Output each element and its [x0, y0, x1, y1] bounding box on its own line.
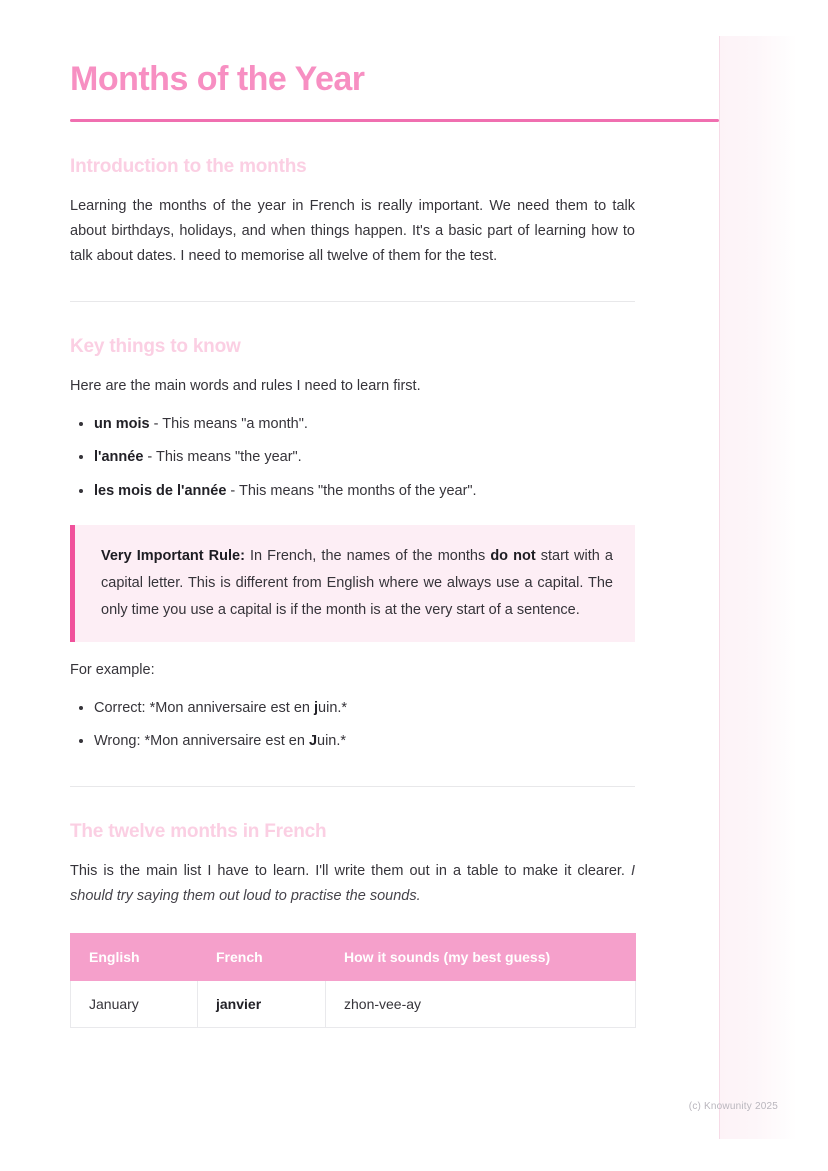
list-item [94, 697, 635, 720]
key-terms-list [70, 413, 635, 503]
term-label: les mois de l'année [94, 482, 227, 499]
introduction-paragraph: Learning the months of the year in French is really important. We need them to talk about birthdays, holidays, and when things happen. It's a basic part of learning how to talk about dates. I need to memorise all twelve of them for the test. [70, 198, 635, 264]
callout-emphasis: do not [490, 548, 536, 565]
example-bold-letter: j [314, 699, 319, 716]
paragraph-italic: I should try saying them out loud to practise the sounds. [70, 862, 635, 904]
example-prefix: Wrong: *Mon anniversaire est en [94, 733, 309, 750]
section-divider-1 [70, 301, 635, 302]
example-list [70, 697, 635, 754]
example-label: For example: [70, 661, 155, 678]
term-definition: - This means "the year". [143, 449, 302, 466]
months-table [70, 933, 636, 1028]
title-divider [70, 119, 719, 122]
important-rule-callout [70, 525, 635, 641]
twelve-months-paragraph [70, 859, 635, 909]
section-heading-key-things: Key things to know [70, 335, 241, 357]
key-things-intro: Here are the main words and rules I need to learn first. [70, 377, 421, 394]
term-definition: - This means "the months of the year". [226, 482, 477, 499]
section-divider-2 [70, 786, 635, 787]
paragraph-plain: This is the main list I have to learn. I'll write them out in a table to make it clearer. [70, 862, 631, 879]
term-label: l'année [94, 449, 144, 466]
list-item [94, 413, 635, 436]
document-content [70, 60, 635, 1028]
cell-english: January [71, 980, 198, 1027]
example-suffix: uin.* [318, 699, 348, 716]
table-row [71, 980, 636, 1027]
section-heading-introduction: Introduction to the months [70, 156, 307, 178]
example-prefix: Correct: *Mon anniversaire est en [94, 699, 315, 716]
cell-french: janvier [198, 980, 326, 1027]
list-item [94, 480, 635, 503]
column-header-english: English [71, 933, 198, 980]
column-header-french: French [198, 933, 326, 980]
column-header-pronunciation: How it sounds (my best guess) [326, 933, 636, 980]
page-side-decoration [719, 36, 797, 1139]
term-definition: - This means "a month". [149, 415, 308, 432]
term-label: un mois [94, 415, 150, 432]
callout-text [101, 543, 613, 623]
example-bold-letter: J [308, 733, 318, 750]
callout-text-2: start with a capital letter. This is different from English where we always use a capital. The only time you use a capital is if the month is at the very start of a sentence. [101, 548, 613, 618]
section-heading-twelve-months: The twelve months in French [70, 820, 327, 842]
example-suffix: uin.* [317, 733, 347, 750]
page-title: Months of the Year [70, 60, 365, 98]
callout-text-1: In French, the names of the months [244, 548, 491, 565]
table-header-row [71, 933, 636, 980]
list-item [94, 446, 635, 469]
callout-label: Very Important Rule: [101, 548, 245, 565]
list-item [94, 730, 635, 753]
cell-pronunciation: zhon-vee-ay [326, 980, 636, 1027]
copyright-watermark: (c) Knowunity 2025 [688, 1101, 778, 1112]
